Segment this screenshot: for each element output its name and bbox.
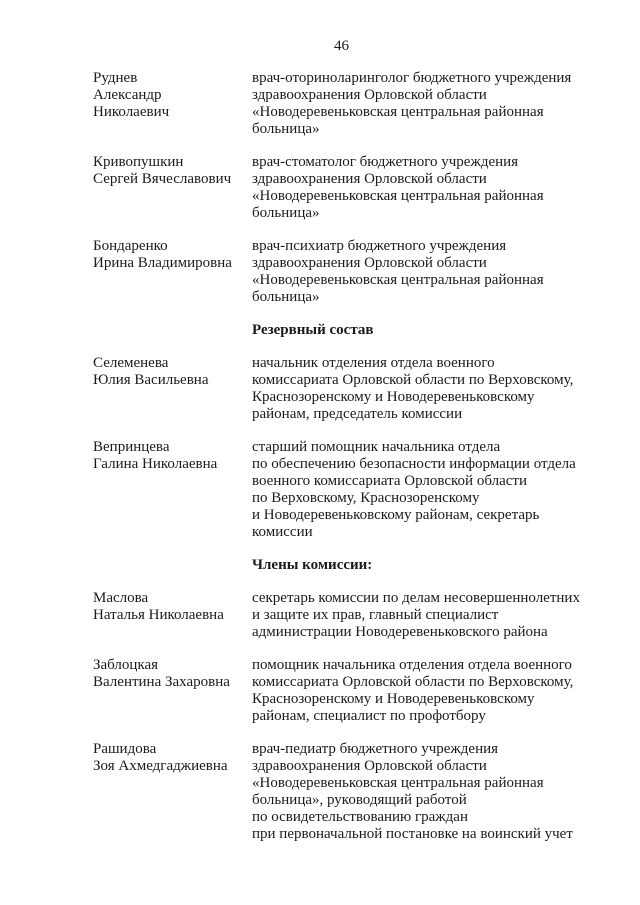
member-name-line: Наталья Николаевна [93, 607, 224, 623]
member-name-line: Вепринцева [93, 439, 170, 455]
member-name-line: Кривопушкин [93, 154, 184, 170]
member-description-line: при первоначальной постановке на воинский учет [252, 826, 573, 842]
page-number: 46 [334, 38, 349, 54]
member-description [252, 590, 590, 641]
commission-member-row [93, 657, 590, 725]
member-name-line: Галина Николаевна [93, 456, 218, 472]
commission-member-row [93, 154, 590, 222]
member-name-line: Маслова [93, 590, 149, 606]
member-description-line: больница», руководящий работой [252, 792, 467, 808]
member-description-line: врач-оториноларинголог бюджетного учреждения [252, 70, 572, 86]
member-name-line: Рашидова [93, 741, 157, 757]
member-description-line: военного комиссариата Орловской области [252, 473, 527, 489]
member-description-line: по обеспечению безопасности информации отдела [252, 456, 576, 472]
member-name-line: Александр [93, 87, 162, 103]
member-description [252, 657, 590, 725]
member-description-line: Краснозоренскому и Новодеревеньковскому [252, 389, 535, 405]
commission-member-row [93, 70, 590, 138]
member-description-line: районам, председатель комиссии [252, 406, 463, 422]
member-description-line: секретарь комиссии по делам несовершеннолетних [252, 590, 580, 606]
member-description [252, 154, 590, 222]
member-description [252, 355, 590, 423]
member-description [252, 439, 590, 541]
member-description-line: здравоохранения Орловской области [252, 87, 487, 103]
member-description-line: Краснозоренскому и Новодеревеньковскому [252, 691, 535, 707]
member-description-line: и защите их прав, главный специалист [252, 607, 499, 623]
member-name-line: Бондаренко [93, 238, 168, 254]
entries-list [93, 70, 590, 843]
member-name [93, 439, 252, 541]
member-name-line: Заблоцкая [93, 657, 159, 673]
member-name-line: Руднев [93, 70, 138, 86]
member-name-line: Валентина Захаровна [93, 674, 230, 690]
member-name [93, 70, 252, 138]
member-description [252, 70, 590, 138]
section-heading-row [93, 322, 590, 339]
commission-member-row [93, 741, 590, 843]
member-description-line: комиссии [252, 524, 313, 540]
member-name [93, 238, 252, 306]
member-name [93, 355, 252, 423]
member-description-line: «Новодеревеньковская центральная районная [252, 188, 544, 204]
member-description-line: комиссариата Орловской области по Верховскому, [252, 372, 574, 388]
member-name [93, 741, 252, 843]
member-name-line: Зоя Ахмедгаджиевна [93, 758, 228, 774]
commission-member-row [93, 238, 590, 306]
member-description-line: по Верховскому, Краснозоренскому [252, 490, 480, 506]
member-description-line: «Новодеревеньковская центральная районная [252, 775, 544, 791]
member-description-line: здравоохранения Орловской области [252, 758, 487, 774]
section-heading: Члены комиссии: [252, 557, 373, 573]
heading-indent-spacer [93, 557, 252, 574]
member-description-line: по освидетельствованию граждан [252, 809, 468, 825]
member-name [93, 590, 252, 641]
member-name-line: Селеменева [93, 355, 169, 371]
section-heading: Резервный состав [252, 322, 374, 338]
member-name [93, 154, 252, 222]
member-description-line: больница» [252, 289, 320, 305]
member-description [252, 741, 590, 843]
member-description-line: администрации Новодеревеньковского района [252, 624, 548, 640]
heading-indent-spacer [93, 322, 252, 339]
member-name-line: Юлия Васильевна [93, 372, 209, 388]
member-description-line: врач-стоматолог бюджетного учреждения [252, 154, 519, 170]
member-description-line: здравоохранения Орловской области [252, 171, 487, 187]
member-description-line: врач-психиатр бюджетного учреждения [252, 238, 507, 254]
member-description-line: больница» [252, 121, 320, 137]
member-name-line: Сергей Вячеславович [93, 171, 232, 187]
member-description-line: больница» [252, 205, 320, 221]
commission-member-row [93, 590, 590, 641]
member-name-line: Ирина Владимировна [93, 255, 232, 271]
member-description-line: «Новодеревеньковская центральная районная [252, 272, 544, 288]
member-description [252, 238, 590, 306]
member-description-line: помощник начальника отделения отдела военного [252, 657, 572, 673]
member-description-line: комиссариата Орловской области по Верховскому, [252, 674, 574, 690]
section-heading-row [93, 557, 590, 574]
member-description-line: врач-педиатр бюджетного учреждения [252, 741, 499, 757]
member-description-line: и Новодеревеньковскому районам, секретарь [252, 507, 540, 523]
member-description-line: здравоохранения Орловской области [252, 255, 487, 271]
member-description-line: районам, специалист по профотбору [252, 708, 486, 724]
member-name [93, 657, 252, 725]
member-description-line: начальник отделения отдела военного [252, 355, 495, 371]
commission-member-row [93, 355, 590, 423]
member-description-line: старший помощник начальника отдела [252, 439, 501, 455]
member-name-line: Николаевич [93, 104, 170, 120]
member-description-line: «Новодеревеньковская центральная районная [252, 104, 544, 120]
commission-member-row [93, 439, 590, 541]
